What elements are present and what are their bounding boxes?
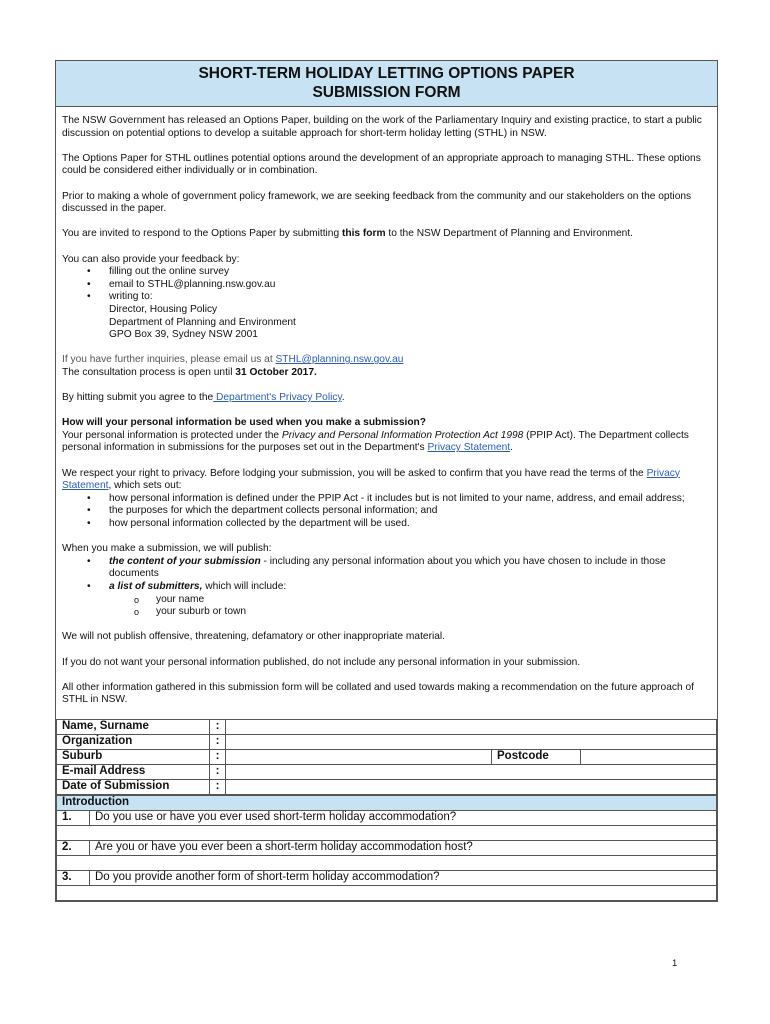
publish-item-title: a list of submitters, <box>109 580 203 592</box>
organization-input[interactable] <box>226 734 717 749</box>
consultation-line <box>62 367 711 380</box>
respect-text: We respect your right to privacy. Before lodging your submission, you will be asked to confirm that you have read the terms of the <box>62 467 647 479</box>
personal-text-end: . <box>510 442 514 454</box>
form-body <box>56 107 717 707</box>
respect-text-end: , which sets out: <box>108 480 182 492</box>
form-page <box>55 60 718 902</box>
list-item: • how personal information is defined under the PPIP Act - it includes but is not limited to your name, address, and email address; <box>109 493 711 506</box>
answer-2-input[interactable] <box>57 855 717 870</box>
colon: : <box>210 719 226 734</box>
offensive-paragraph: We will not publish offensive, threatening, defamatory or other inappropriate material. <box>62 631 445 643</box>
submission-form-table <box>56 719 717 795</box>
publish-list <box>62 556 711 619</box>
options-paragraph: The Options Paper for STHL outlines potential options around the development of an appropriate approach to managing STHL. These options could be considered either individually or in combination. <box>62 152 701 177</box>
act-name: Privacy and Personal Information Protection Act 1998 <box>281 429 524 441</box>
title-line-1: SHORT-TERM HOLIDAY LETTING OPTIONS PAPER <box>198 65 575 82</box>
page-number: 1 <box>672 958 678 969</box>
email-input[interactable] <box>226 764 717 779</box>
invite-bold: this form <box>341 228 386 240</box>
table-row <box>57 870 717 885</box>
submit-agreement <box>62 392 711 405</box>
question-number: 2. <box>57 840 90 855</box>
publish-item-text: which will include: <box>202 580 287 592</box>
privacy-policy-link[interactable]: Department's Privacy Policy <box>213 392 342 404</box>
table-row <box>57 749 717 764</box>
intro-paragraph: The NSW Government has released an Options Paper, building on the work of the Parliamentary Inquiry and existing practice, to start a public discussion on potential options to develop a suitable approach for short-term holiday letting (STHL) in NSW. <box>62 115 702 139</box>
colon: : <box>210 764 226 779</box>
suburb-input[interactable] <box>226 749 492 764</box>
invite-text-end: to the NSW Department of Planning and Environment. <box>385 228 634 240</box>
list-item: • how personal information collected by the department will be used. <box>109 518 711 531</box>
table-row <box>57 734 717 749</box>
table-row <box>57 840 717 855</box>
publish-item-text: - including any personal information about you which you have chosen to include in those documents <box>109 555 666 580</box>
organization-label: Organization <box>57 734 210 749</box>
list-item <box>109 581 711 619</box>
answer-1-input[interactable] <box>57 825 717 840</box>
consultation-text: The consultation process is open until <box>62 366 236 378</box>
postcode-label: Postcode <box>492 749 581 764</box>
address-line: GPO Box 39, Sydney NSW 2001 <box>109 329 258 341</box>
writing-label: writing to: <box>109 291 153 303</box>
list-item: • filling out the online survey <box>109 266 711 279</box>
list-item <box>109 556 711 581</box>
list-item: • email to STHL@planning.nsw.gov.au <box>109 279 711 292</box>
invite-paragraph <box>62 228 711 241</box>
title-line-2: SUBMISSION FORM <box>312 84 461 101</box>
colon: : <box>210 734 226 749</box>
list-item: • the purposes for which the department collects personal information; and <box>109 505 711 518</box>
table-row <box>57 855 717 870</box>
table-row <box>57 719 717 734</box>
answer-3-input[interactable] <box>57 885 717 900</box>
feedback-intro: You can also provide your feedback by: <box>62 253 240 265</box>
list-item: o your suburb or town <box>156 606 711 619</box>
table-row <box>57 779 717 794</box>
publish-item-title: the content of your submission <box>109 555 261 567</box>
not-publish-paragraph: If you do not want your personal information published, do not include any personal information in your submission. <box>62 656 581 668</box>
feedback-list <box>62 266 711 342</box>
table-row <box>57 810 717 825</box>
question-text: Do you provide another form of short-term holiday accommodation? <box>90 870 717 885</box>
question-text: Do you use or have you ever used short-term holiday accommodation? <box>90 810 717 825</box>
question-text: Are you or have you ever been a short-term holiday accommodation host? <box>90 840 717 855</box>
privacy-statement-link-2[interactable]: Privacy Statement <box>62 467 680 492</box>
personal-info-paragraph <box>62 430 711 455</box>
publish-intro: When you make a submission, we will publish: <box>62 543 272 555</box>
table-row <box>57 764 717 779</box>
feedback-paragraph: Prior to making a whole of government policy framework, we are seeking feedback from the community and our stakeholders on the options discussed in the paper. <box>62 190 692 215</box>
privacy-statement-link[interactable]: Privacy Statement <box>427 442 511 454</box>
inquiries-email-link[interactable]: STHL@planning.nsw.gov.au <box>275 354 404 366</box>
address-line: Department of Planning and Environment <box>109 316 296 328</box>
submit-text: By hitting submit you agree to the <box>62 392 214 404</box>
questions-table <box>56 795 717 901</box>
respect-list <box>62 493 711 531</box>
consultation-date: 31 October 2017. <box>235 366 317 378</box>
submit-text-end: . <box>341 392 345 404</box>
date-label: Date of Submission <box>57 779 210 794</box>
list-item <box>109 291 711 341</box>
date-input[interactable] <box>226 779 717 794</box>
form-title <box>56 61 717 107</box>
other-info-paragraph: All other information gathered in this submission form will be collated and used towards making a recommendation on the future approach of STHL in NSW. <box>62 681 694 706</box>
inquiries-line <box>62 354 711 367</box>
list-item: o your name <box>156 594 711 607</box>
email-label: E-mail Address <box>57 764 210 779</box>
invite-text: You are invited to respond to the Options Paper by submitting <box>62 228 342 240</box>
name-label: Name, Surname <box>57 719 210 734</box>
postcode-input[interactable] <box>581 749 717 764</box>
question-number: 3. <box>57 870 90 885</box>
table-row <box>57 825 717 840</box>
personal-text: Your personal information is protected under the <box>62 429 282 441</box>
table-row <box>57 885 717 900</box>
name-input[interactable] <box>226 719 717 734</box>
publish-sublist <box>109 594 711 619</box>
colon: : <box>210 779 226 794</box>
personal-text-2: (PPIP Act). The Department collects personal information in submissions for the purposes set out in the Department's <box>62 429 689 454</box>
question-number: 1. <box>57 810 90 825</box>
inquiries-text: If you have further inquiries, please email us at <box>62 354 276 366</box>
introduction-heading: Introduction <box>57 795 717 810</box>
colon: : <box>210 749 226 764</box>
address-line: Director, Housing Policy <box>109 303 218 315</box>
respect-paragraph <box>62 468 711 493</box>
suburb-label: Suburb <box>57 749 210 764</box>
table-row <box>57 795 717 810</box>
personal-info-heading: How will your personal information be used when you make a submission? <box>62 417 426 429</box>
